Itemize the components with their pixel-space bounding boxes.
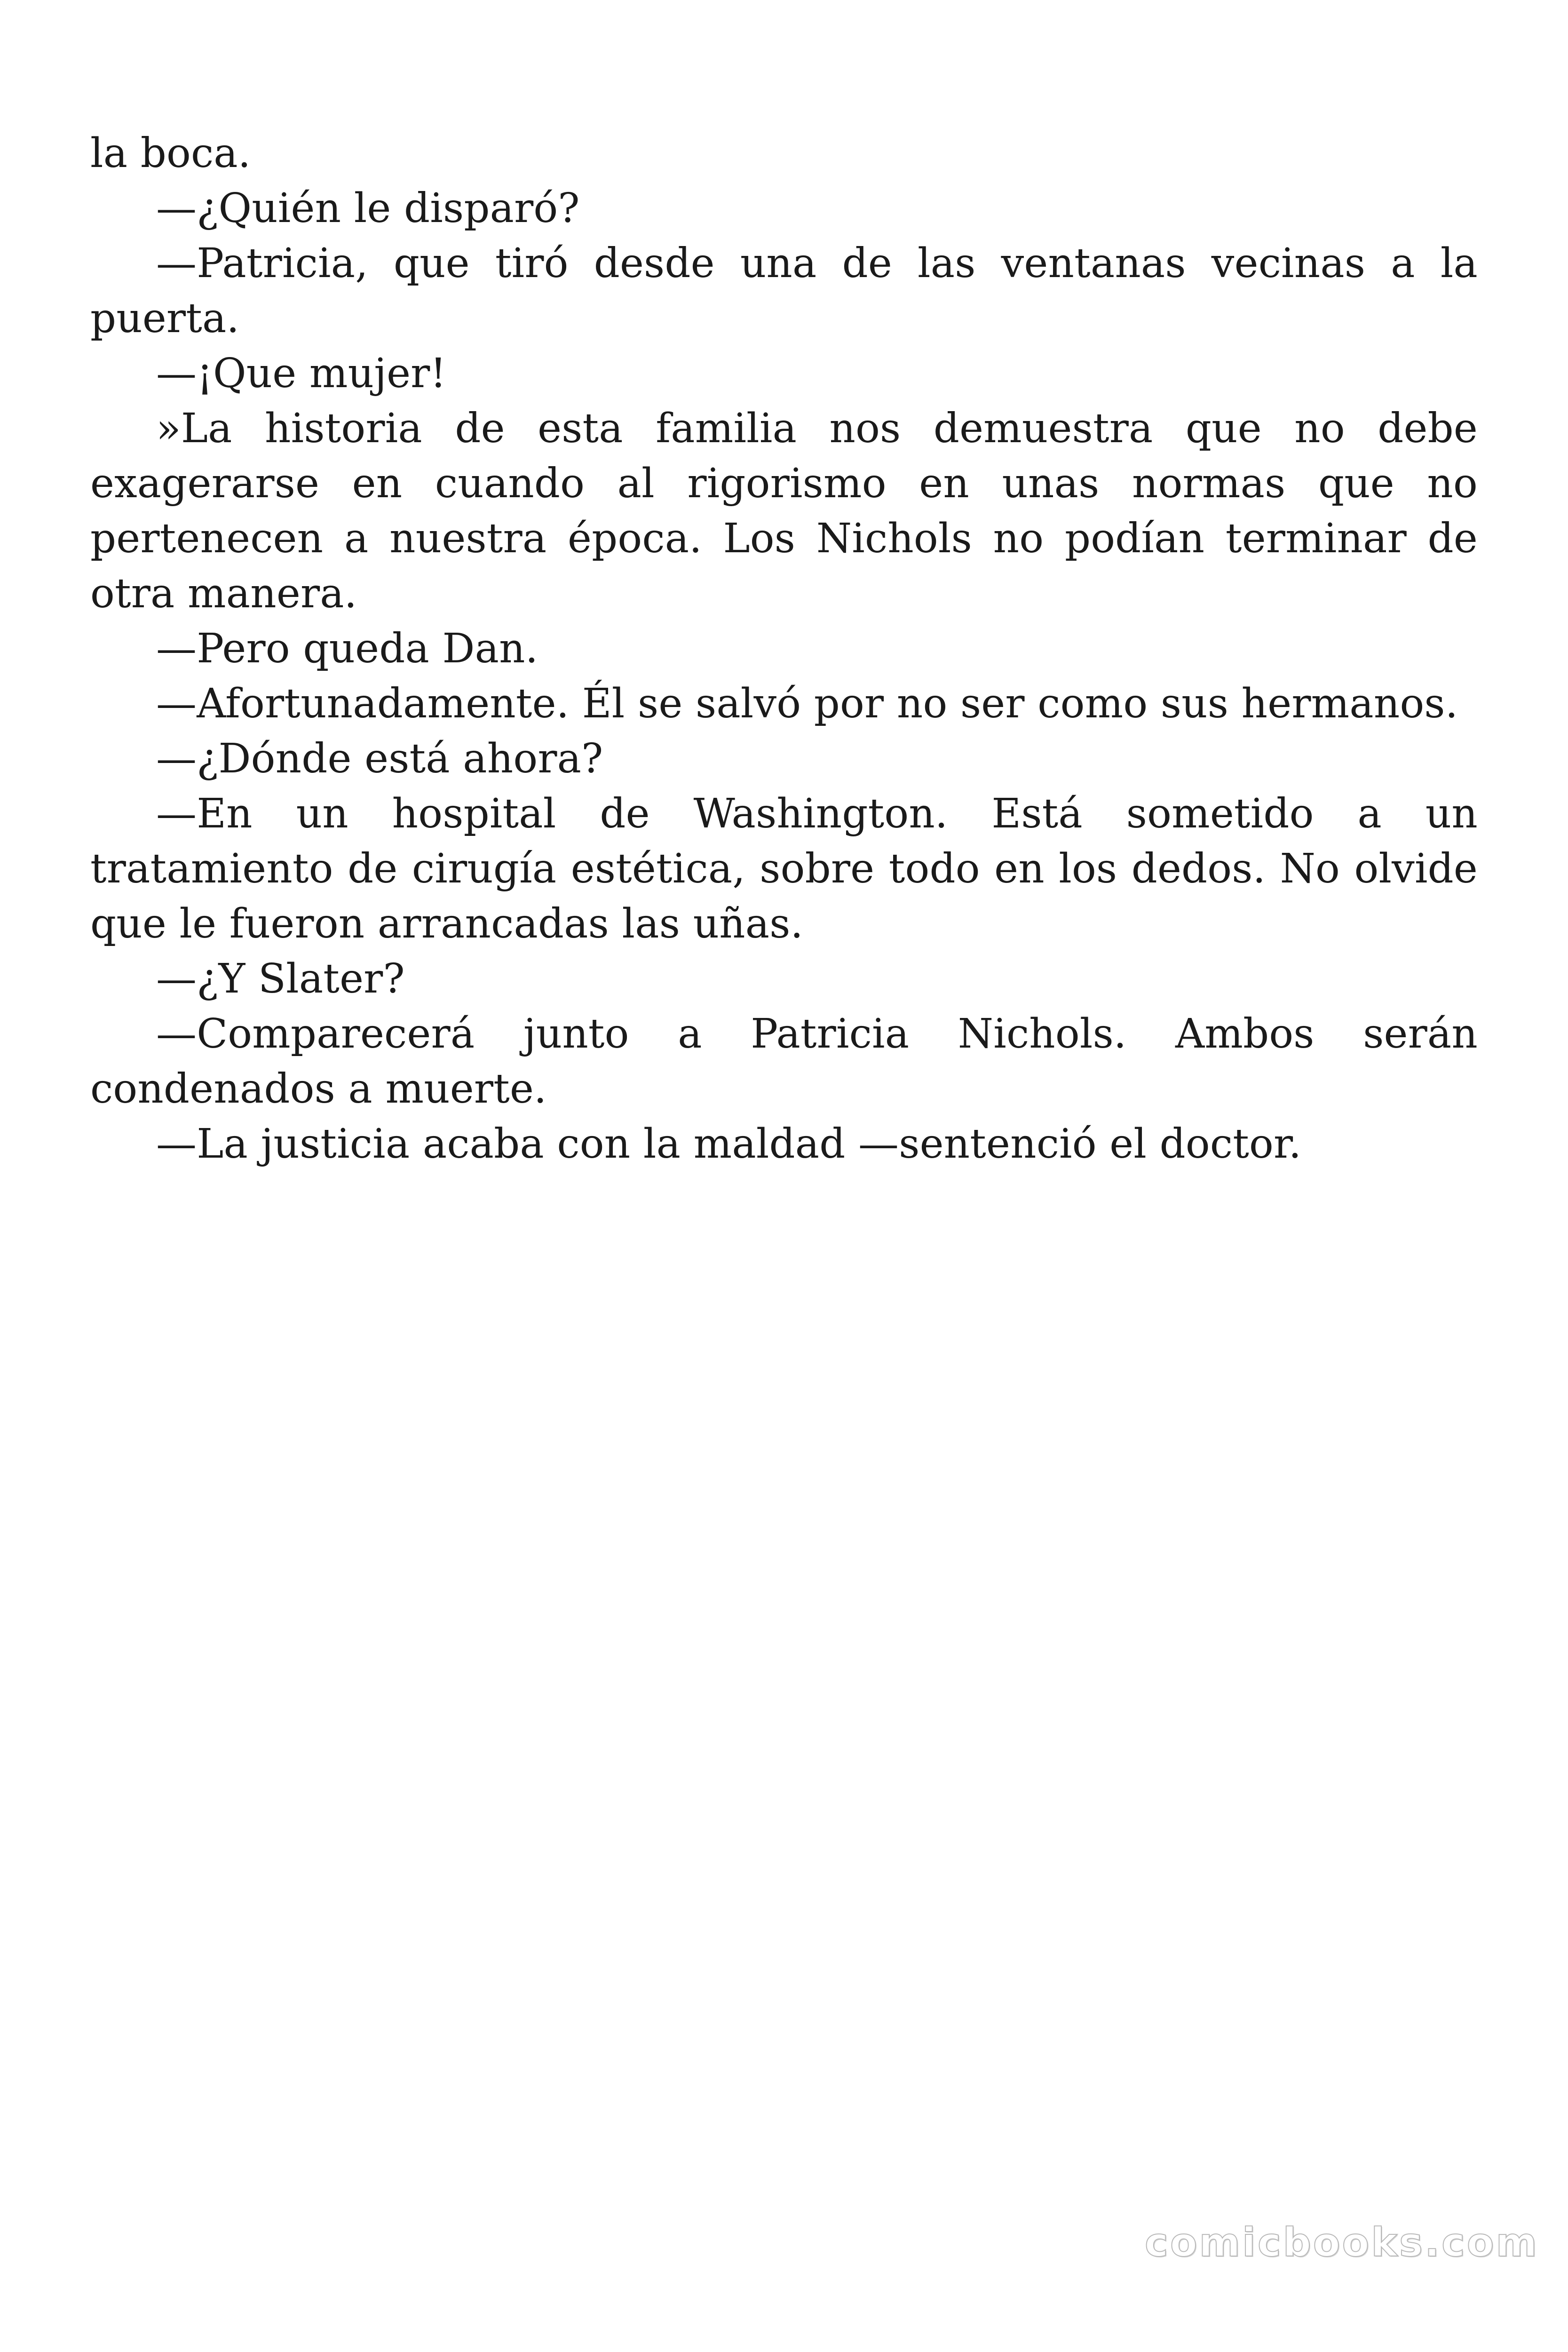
paragraph-6: —Pero queda Dan. [156,625,539,672]
paragraph-2: —¿Quién le disparó? [156,185,580,232]
paragraph-12: —La justicia acaba con la maldad —sentenció el doctor. [156,1120,1302,1168]
body-text [90,126,1478,1172]
watermark-logo: comicbooks.com [1145,2219,1539,2265]
paragraph-7: —Afortunadamente. Él se salvó por no ser como sus hermanos. [156,680,1458,727]
paragraph-3: —Patricia, que tiró desde una de las ventanas vecinas a la puerta. [90,240,1478,342]
paragraph-8: —¿Dónde está ahora? [156,735,603,782]
paragraph-1: la boca. [90,130,251,177]
paragraph-11: —Comparecerá junto a Patricia Nichols. Ambos serán condenados a muerte. [90,1010,1478,1112]
paragraph-10: —¿Y Slater? [156,955,405,1002]
paragraph-9: —En un hospital de Washington. Está sometido a un tratamiento de cirugía estética, sobre todo en los dedos. No olvide que le fueron arrancadas las uñas. [90,790,1478,947]
paragraph-4: —¡Que mujer! [156,350,447,397]
paragraph-5: »La historia de esta familia nos demuestra que no debe exagerarse en cuando al rigorismo en unas normas que no pertenecen a nuestra época. Los Nichols no podían terminar de otra manera. [90,405,1478,617]
